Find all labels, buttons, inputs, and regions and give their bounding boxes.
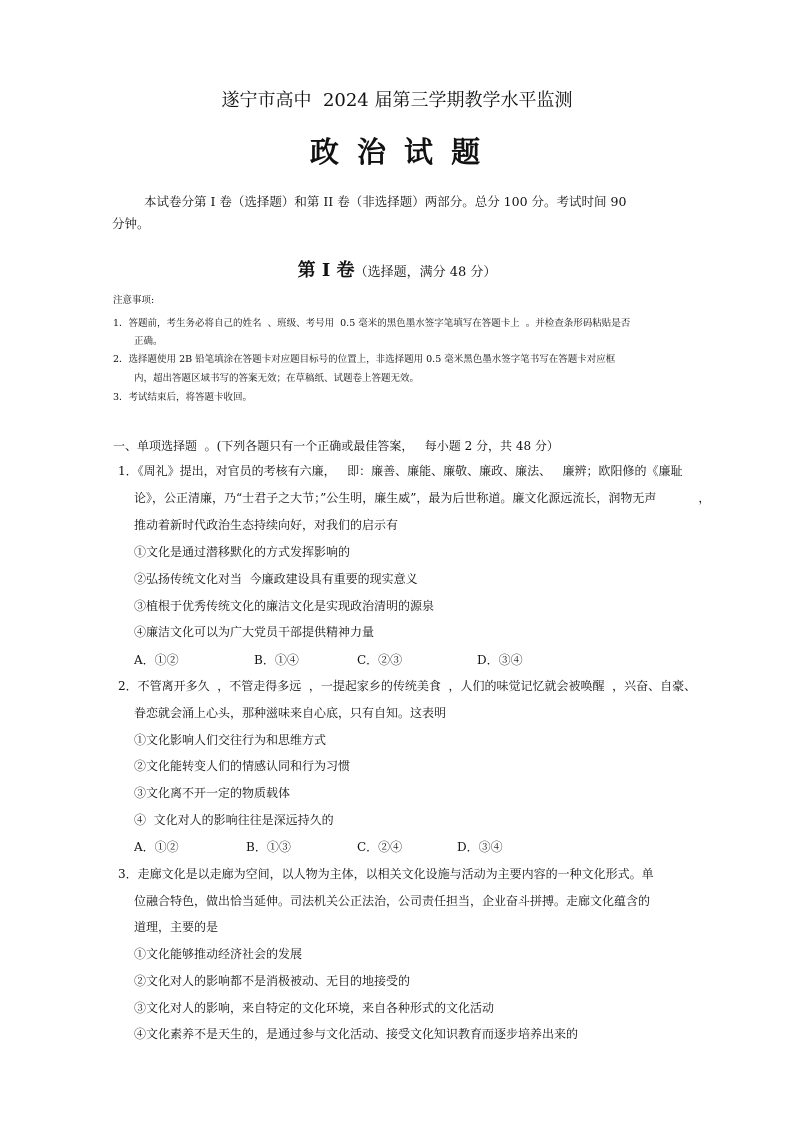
q2-choice-b: B．①③ [246, 840, 291, 854]
q1-option-3: ③植根于优秀传统文化的廉洁文化是实现政治清明的源泉 [134, 599, 435, 613]
q2-option-4: ④ 文化对人的影响往往是深远持久的 [134, 813, 334, 827]
note-item-1-line-1: 1．答题前，考生务必将自己的姓名 、班级、考号用 0.5 毫米的黑色墨水签字笔填写在答题卡上 。并检查条形码粘贴是否 [113, 318, 631, 329]
q3-stem-line-3: 道理，主要的是 [134, 920, 219, 934]
q2-choice-a: A．①② [134, 840, 179, 854]
q1-stem-line-3: 推动着新时代政治生态持续向好，对我们的启示有 [134, 518, 399, 532]
part1-heading-main: 第 Ⅰ 卷 [297, 260, 355, 281]
q2-option-2: ②文化能转变人们的情感认同和行为习惯 [134, 759, 351, 773]
q1-choice-c: C．②③ [357, 653, 403, 667]
q2-option-3: ③文化离不开一定的物质载体 [134, 786, 291, 800]
q1-option-2: ②弘扬传统文化对当 今廉政建设具有重要的现实意义 [134, 572, 418, 586]
q3-option-1: ①文化能够推动经济社会的发展 [134, 947, 303, 961]
note-item-3: 3．考试结束后，将答题卡收回。 [113, 392, 253, 403]
q1-stem-line-2: 论》，公正清廉，乃“士君子之大节；”公生明，廉生威”，最为后世称道。廉文化源远流长，润物无声 ， [134, 491, 711, 505]
q3-option-3: ③文化对人的影响，来自特定的文化环境，来自各种形式的文化活动 [134, 1001, 495, 1015]
q2-option-1: ①文化影响人们交往行为和思维方式 [134, 733, 327, 747]
q1-option-1: ①文化是通过潜移默化的方式发挥影响的 [134, 545, 351, 559]
q1-choice-d: D．③④ [477, 653, 523, 667]
intro-line-2: 分钟。 [112, 216, 150, 231]
section-title: 一、单项选择题 。(下列各题只有一个正确或最佳答案， 每小题 2 分，共 48 分） [113, 439, 559, 453]
q3-option-4: ④文化素养不是天生的，是通过参与文化活动、接受文化知识教育而逐步培养出来的 [134, 1027, 579, 1041]
q2-choice-c: C．②④ [357, 840, 403, 854]
q3-stem-line-1: 3．走廊文化是以走廊为空间，以人物为主体，以相关文化设施与活动为主要内容的一种文化形式。单 [118, 867, 654, 881]
q3-stem-line-2: 位融合特色，做出恰当延伸。司法机关公正法治，公司责任担当，企业奋斗拼搏。走廊文化蕴含的 [134, 894, 651, 908]
q3-option-2: ②文化对人的影响都不是消极被动、无目的地接受的 [134, 974, 411, 988]
q1-choice-b: B．①④ [254, 653, 299, 667]
note-item-2-line-2: 内，超出答题区域书写的答案无效；在草稿纸、试题卷上答题无效。 [134, 373, 420, 384]
subject-title: 政 治 试 题 [309, 135, 485, 169]
q1-option-4: ④廉洁文化可以为广大党员干部提供精神力量 [134, 625, 375, 639]
note-item-2-line-1: 2．选择题使用 2B 铅笔填涂在答题卡对应题目标号的位置上，非选择题用 0.5 毫米黑色墨水签字笔书写在答题卡对应框 [113, 354, 616, 365]
part1-heading-sub: （选择题，满分 48 分） [354, 265, 497, 280]
q2-stem-line-1: 2．不管离开多久 ，不管走得多远 ，一提起家乡的传统美食 ，人们的味觉记忆就会被唤醒 ，兴奋、自豪、 [118, 679, 697, 693]
notes-title: 注意事项: [113, 295, 155, 306]
part1-heading [0, 256, 794, 282]
q1-choice-a: A．①② [134, 653, 179, 667]
intro-line-1: 本试卷分第 I 卷（选择题）和第 II 卷（非选择题）两部分。总分 100 分。考试时间 90 [144, 194, 627, 209]
q1-stem-line-1: 1．《周礼》提出，对官员的考核有六廉， 即：廉善、廉能、廉敬、廉政、廉法、 廉辨；欧阳修的《廉耻 [118, 464, 683, 478]
q2-choice-d: D．③④ [457, 840, 503, 854]
exam-title: 遂宁市高中 2024 届第三学期教学水平监测 [221, 90, 573, 111]
q2-stem-line-2: 眷恋就会涌上心头，那种滋味来自心底，只有自知。这表明 [134, 706, 447, 720]
note-item-1-line-2: 正确。 [134, 336, 163, 347]
